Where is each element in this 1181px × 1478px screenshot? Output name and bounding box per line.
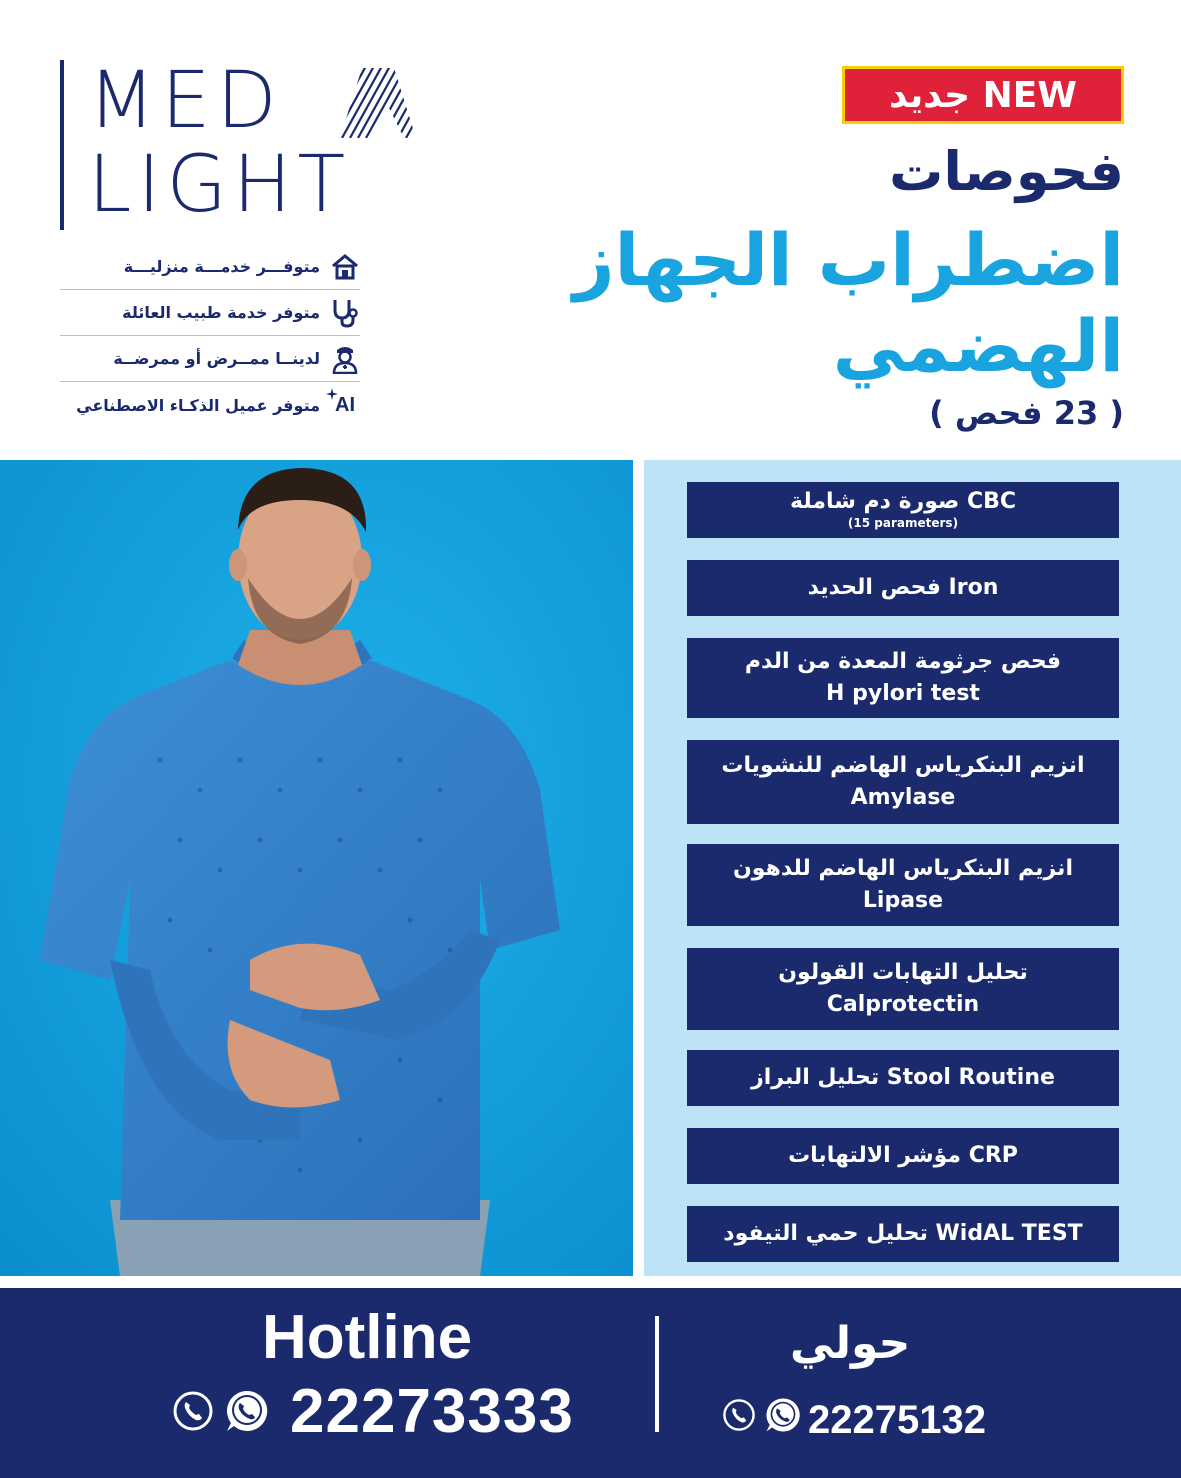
title-line1: فحوصات [889, 140, 1124, 203]
ai-sparkle-icon [330, 390, 360, 420]
feature-family-doctor [60, 290, 360, 336]
footer-divider [655, 1316, 659, 1432]
test-item-h-pylori [687, 638, 1119, 718]
hotline-label: Hotline [262, 1303, 473, 1372]
feature-nurse [60, 336, 360, 382]
stethoscope-icon [330, 298, 360, 328]
test-item-stool-routine [687, 1050, 1119, 1106]
logo-vertical-bar [60, 60, 64, 230]
new-badge [842, 66, 1124, 124]
test-label: انزيم البنكرياس الهاضم للنشويات [721, 753, 1085, 778]
test-label-en: H pylori test [826, 681, 980, 706]
feature-home-service [60, 244, 360, 290]
logo-text-med: MED [88, 56, 283, 146]
feature-ai-agent [60, 382, 360, 428]
feature-text: متوفر عميل الذكـاء الاصطناعي [76, 395, 320, 415]
branch-number[interactable]: 22275132 [808, 1398, 986, 1442]
branch-name: حولي [790, 1318, 911, 1369]
test-list-panel [644, 460, 1181, 1276]
stomach-ache-man-photo [0, 460, 633, 1276]
nurse-icon [330, 344, 360, 374]
test-label: مؤشر الالتهابات CRP [788, 1143, 1018, 1168]
new-badge-text: جديد NEW [888, 74, 1078, 116]
whatsapp-icon[interactable] [224, 1388, 270, 1434]
home-icon [330, 252, 360, 282]
test-item-calprotectin [687, 948, 1119, 1030]
test-sub-label: (15 parameters) [847, 516, 959, 530]
title-line2: اضطراب الجهاز [573, 218, 1124, 302]
whatsapp-icon[interactable] [764, 1396, 802, 1434]
footer-contact [0, 1288, 1181, 1478]
ai-icon-text: AI [335, 393, 355, 416]
phone-icon[interactable] [722, 1398, 756, 1432]
service-features [60, 244, 360, 428]
feature-text: متوفـــر خدمـــة منزليـــة [123, 257, 320, 276]
test-label: انزيم البنكرياس الهاضم للدهون [733, 856, 1073, 881]
test-item-lipase [687, 844, 1119, 926]
test-item-amylase [687, 740, 1119, 824]
test-label: فحص الحديد Iron [807, 575, 999, 600]
test-label: صورة دم شاملة CBC [790, 489, 1016, 514]
test-label: فحص جرثومة المعدة من الدم [744, 649, 1062, 674]
test-item-crp [687, 1128, 1119, 1184]
test-label-en: Lipase [862, 888, 944, 913]
phone-icon[interactable] [172, 1390, 214, 1432]
test-label: تحليل التهابات القولون [778, 960, 1028, 985]
test-item-widal [687, 1206, 1119, 1262]
test-item-cbc [687, 482, 1119, 538]
hotline-number[interactable]: 22273333 [290, 1377, 574, 1446]
test-count: ( 23 فحص ) [929, 394, 1124, 432]
test-label: تحليل البراز Stool Routine [751, 1065, 1055, 1090]
test-label-en: Amylase [850, 785, 956, 810]
man-illustration [0, 460, 633, 1276]
test-label-en: Calprotectin [826, 992, 980, 1017]
test-item-iron [687, 560, 1119, 616]
feature-text: متوفر خدمة طبيب العائلة [122, 303, 320, 322]
title-line3: الهضمي [832, 304, 1124, 388]
logo-stripe-icon [338, 66, 416, 138]
test-label: تحليل حمي التيفود WidAL TEST [723, 1221, 1083, 1246]
medlight-logo [60, 56, 360, 230]
feature-text: لدينــا ممــرض أو ممرضــة [113, 349, 320, 368]
logo-text-light: LIGHT [88, 140, 352, 230]
